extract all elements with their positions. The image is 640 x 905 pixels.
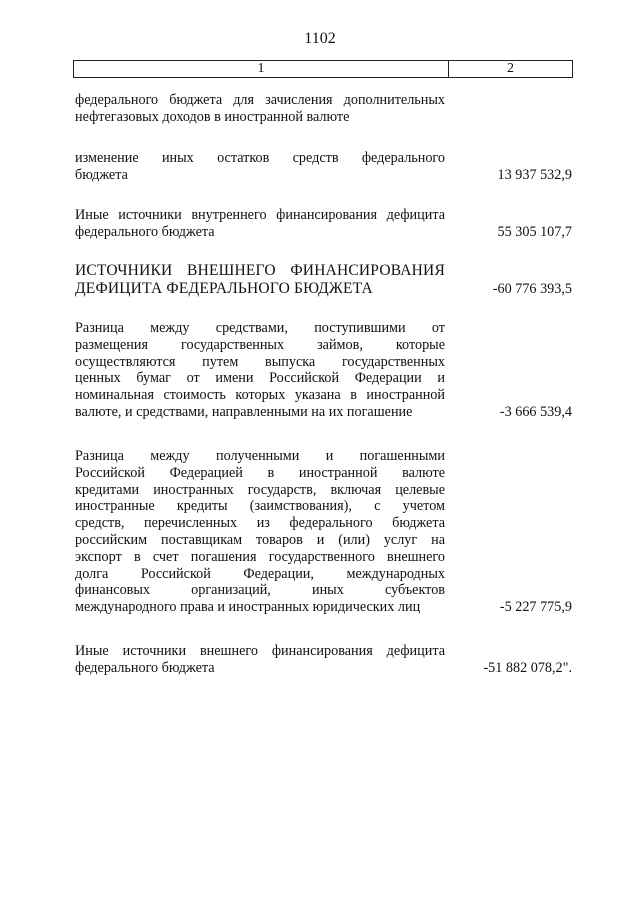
table-row (75, 262, 572, 298)
row-value: -60 776 393,5 (492, 281, 572, 298)
table-row (75, 448, 572, 616)
row-line: осуществляются путем выпуска государственных (75, 353, 445, 370)
row-line: долга Российской Федерации, международных (75, 565, 445, 582)
row-line: размещения государственных займов, которые (75, 336, 445, 353)
row-value: -51 882 078,2". (483, 659, 572, 676)
row-value: -3 666 539,4 (499, 403, 572, 420)
table-row (75, 150, 572, 184)
row-description (75, 92, 445, 126)
row-line: финансовых организаций, иных субъектов (75, 582, 445, 599)
row-line: Разница между средствами, поступившими от (75, 320, 445, 336)
table-row (75, 643, 572, 677)
row-description (75, 150, 445, 184)
table-row (75, 207, 572, 241)
row-line: федерального бюджета (75, 223, 215, 240)
page-number: 1102 (304, 30, 336, 47)
row-value: 55 305 107,7 (497, 223, 572, 240)
row-description (75, 643, 445, 677)
table-row (75, 92, 572, 126)
header-col-2: 2 (507, 61, 514, 76)
row-line: номинальная стоимость которых указана в иностранной (75, 387, 445, 404)
row-line: Иные источники внутреннего финансирования дефицита (75, 207, 445, 223)
row-description (75, 320, 445, 421)
row-line: Иные источники внешнего финансирования дефицита (75, 643, 445, 659)
row-line: Российской Федерацией в иностранной валюте (75, 464, 445, 481)
row-line: кредитами иностранных государств, включая целевые (75, 481, 445, 498)
table-header (73, 60, 573, 78)
row-description (75, 207, 445, 241)
row-line: бюджета (75, 166, 128, 183)
row-description (75, 448, 445, 616)
row-line: международного права и иностранных юридических лиц (75, 599, 421, 616)
table-row (75, 320, 572, 421)
row-line: нефтегазовых доходов в иностранной валюте (75, 108, 350, 125)
row-line: ценных бумаг от имени Российской Федерации и (75, 370, 445, 387)
row-value: -5 227 775,9 (499, 599, 572, 616)
row-line: федерального бюджета для зачисления дополнительных (75, 92, 445, 108)
row-line: федерального бюджета (75, 659, 215, 676)
row-line: Разница между полученными и погашенными (75, 448, 445, 464)
row-line: ДЕФИЦИТА ФЕДЕРАЛЬНОГО БЮДЖЕТА (75, 280, 373, 297)
header-col-1: 1 (74, 61, 449, 77)
row-line: валюте, и средствами, направленными на их погашение (75, 403, 413, 420)
row-line: экспорт в счет погашения государственного внешнего (75, 548, 445, 565)
row-line: средств, перечисленных из федерального бюджета (75, 515, 445, 532)
row-line: изменение иных остатков средств федерального (75, 150, 445, 166)
row-line: ИСТОЧНИКИ ВНЕШНЕГО ФИНАНСИРОВАНИЯ (75, 262, 445, 279)
row-description (75, 262, 445, 298)
row-line: иностранные кредиты (заимствования), с учетом (75, 498, 445, 515)
row-value: 13 937 532,9 (497, 166, 572, 183)
row-line: российским поставщикам товаров и (или) услуг на (75, 531, 445, 548)
